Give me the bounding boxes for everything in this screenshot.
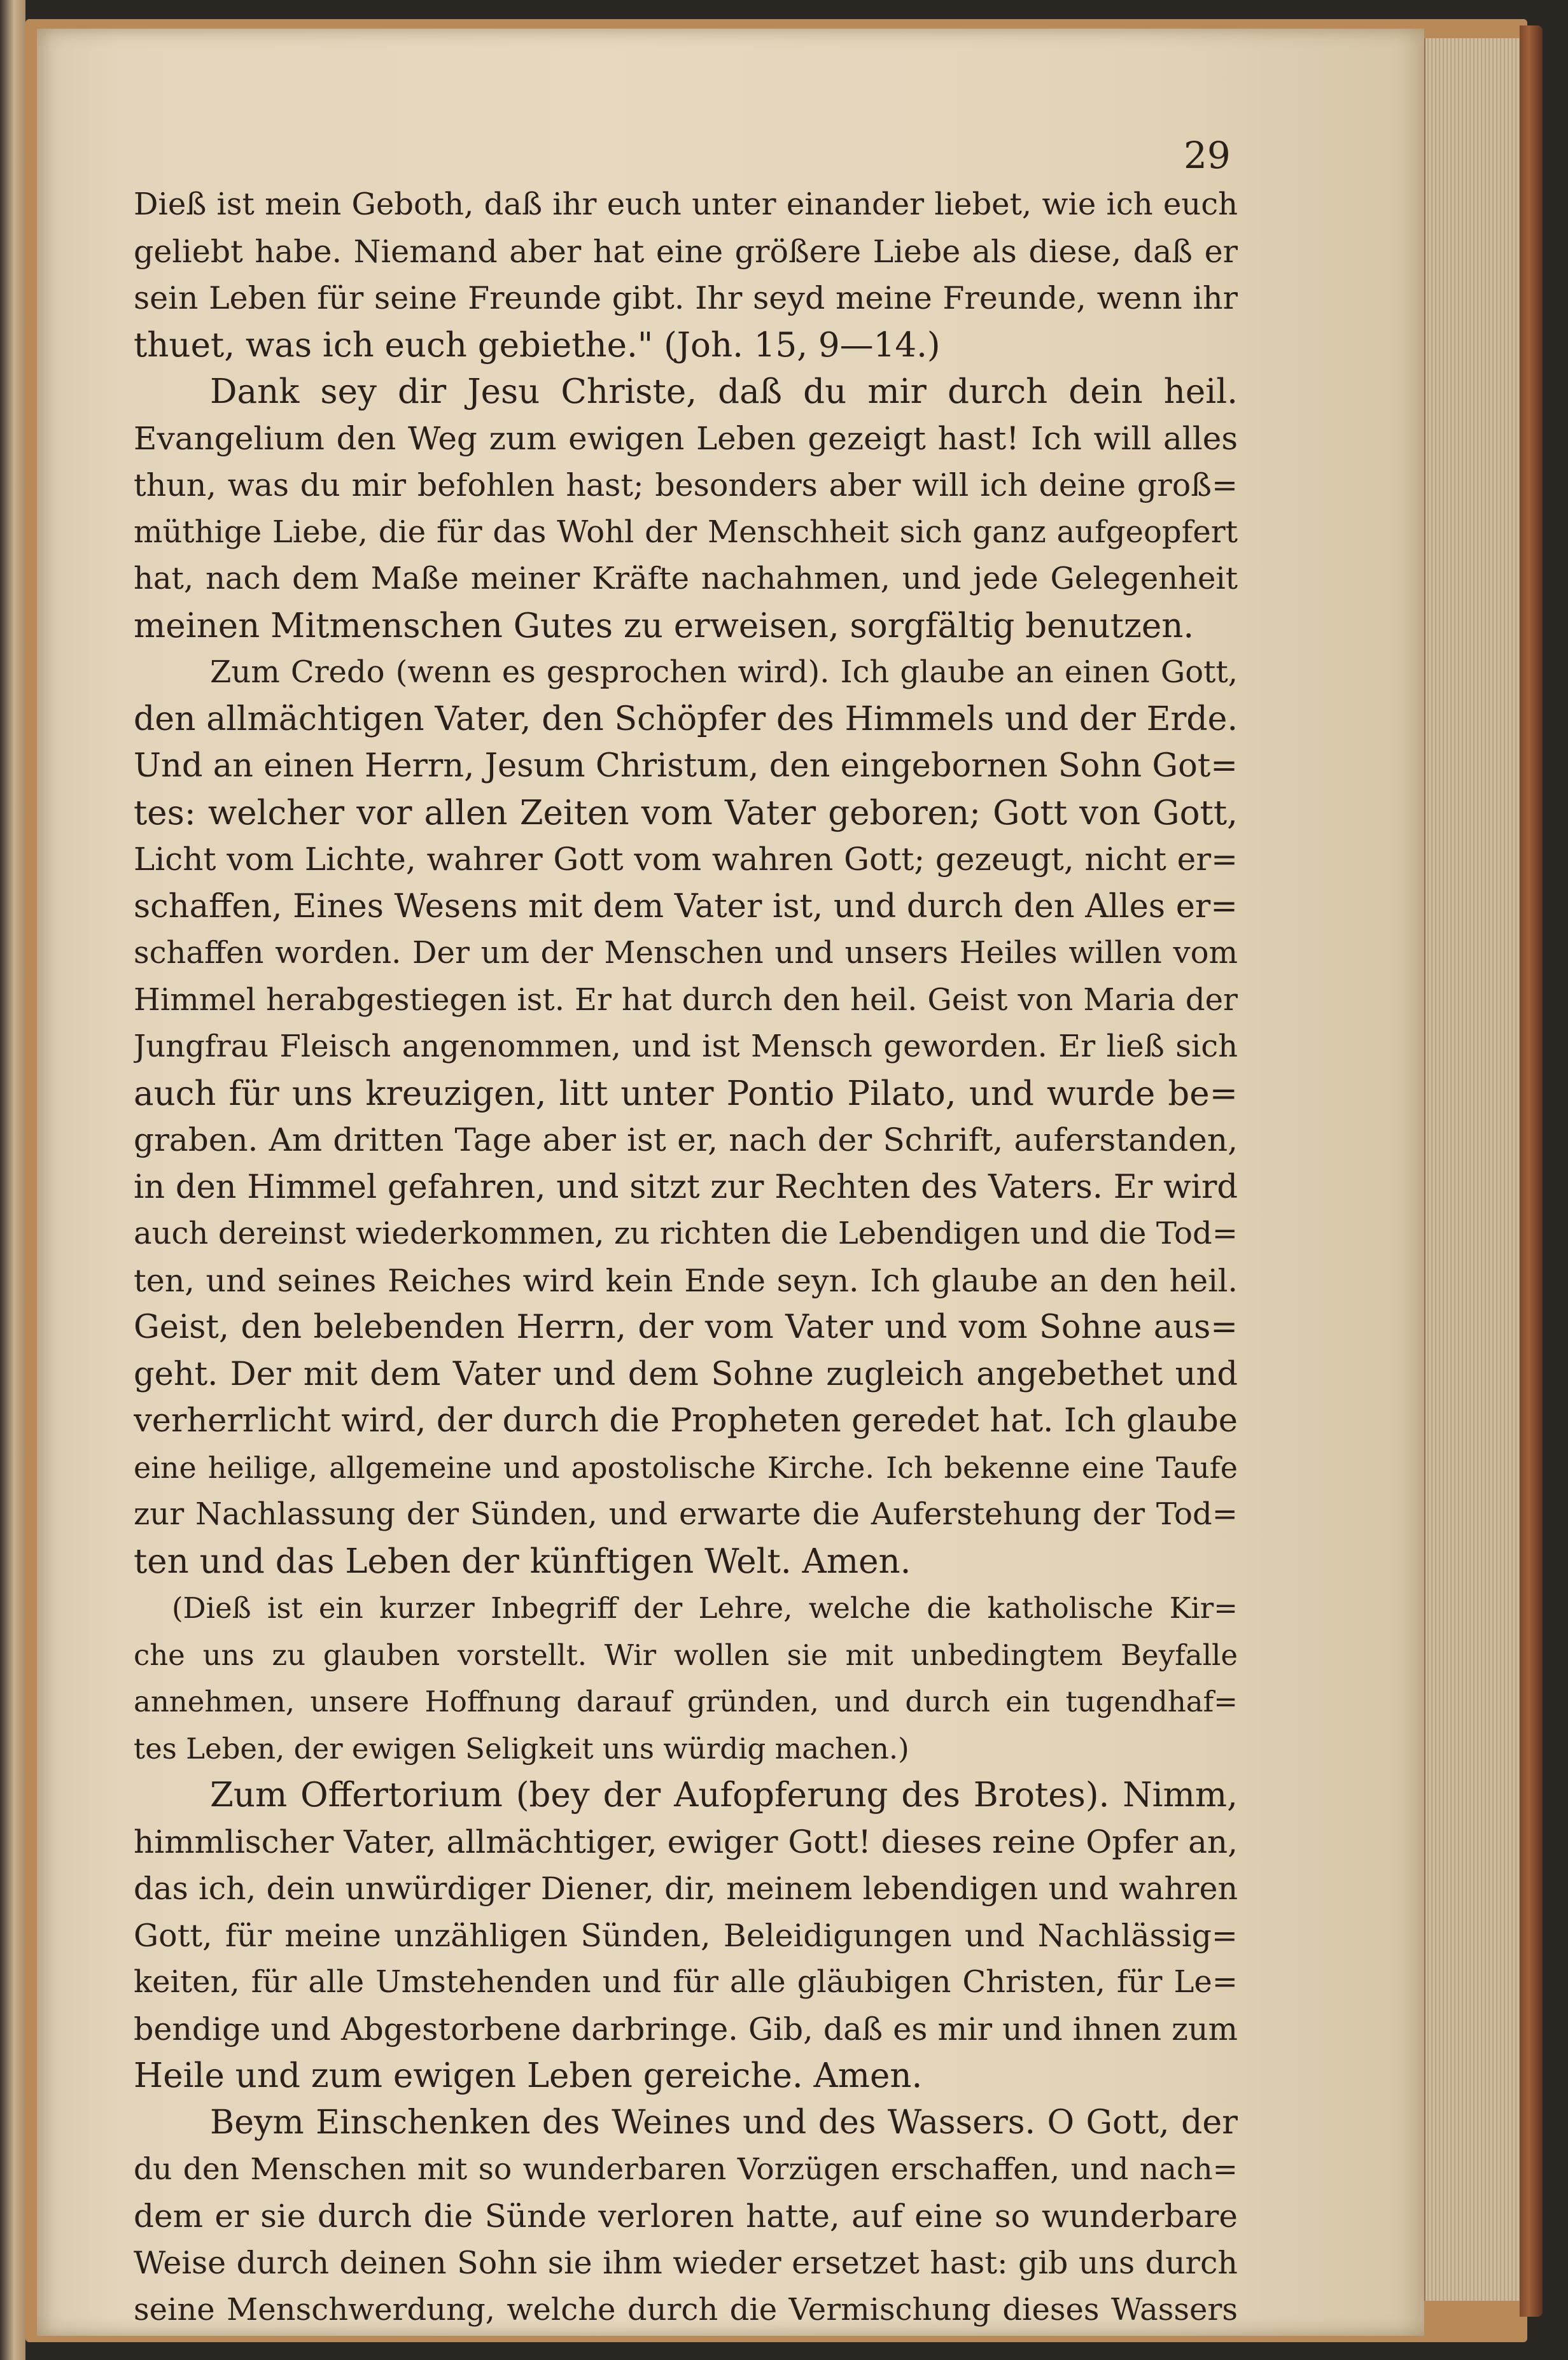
text-line: hat, nach dem Maße meiner Kräfte nachahmen, und jede Gelegenheit bbox=[134, 561, 1238, 596]
text-line: thun, was du mir befohlen hast; besonders aber will ich deine groß= bbox=[134, 467, 1238, 503]
text-line: ten, und seines Reiches wird kein Ende seyn. Ich glaube an den heil. bbox=[134, 1262, 1238, 1299]
text-line: Dank sey dir Jesu Christe, daß du mir durch dein heil. bbox=[210, 372, 1238, 411]
text-line: (Dieß ist ein kurzer Inbegriff der Lehre, welche die katholische Kir= bbox=[172, 1591, 1238, 1625]
text-line: du den Menschen mit so wunderbaren Vorzügen erschaffen, und nach= bbox=[134, 2152, 1238, 2187]
text-line: geliebt habe. Niemand aber hat eine größere Liebe als diese, daß er bbox=[134, 233, 1238, 270]
text-line: Dieß ist mein Geboth, daß ihr euch unter einander liebet, wie ich euch bbox=[134, 186, 1238, 222]
adjacent-page-edge bbox=[0, 0, 25, 2360]
cover-spine-edge bbox=[1520, 25, 1543, 2317]
page-number: 29 bbox=[1184, 134, 1231, 177]
text-line: che uns zu glauben vorstellt. Wir wollen sie mit unbedingtem Beyfalle bbox=[134, 1638, 1238, 1672]
text-line: auch dereinst wiederkommen, zu richten die Lebendigen und die Tod= bbox=[134, 1216, 1238, 1251]
text-line: annehmen, unsere Hoffnung darauf gründen, und durch ein tugendhaf= bbox=[134, 1685, 1238, 1718]
text-line: Weise durch deinen Sohn sie ihm wieder ersetzet hast: gib uns durch bbox=[134, 2245, 1238, 2281]
page-text-block bbox=[134, 181, 1238, 2333]
text-line: Gott, für meine unzähligen Sünden, Beleidigungen und Nachlässig= bbox=[134, 1917, 1238, 1954]
text-line: schaffen worden. Der um der Menschen und unsers Heiles willen vom bbox=[134, 935, 1238, 971]
text-line: Geist, den belebenden Herrn, der vom Vater und vom Sohne aus= bbox=[134, 1309, 1238, 1346]
text-line: Und an einen Herrn, Jesum Christum, den eingebornen Sohn Got= bbox=[134, 747, 1238, 785]
bracketed-note bbox=[134, 1585, 1238, 1772]
text-line: Zum Offertorium (bey der Aufopferung des Brotes). Nimm, bbox=[210, 1776, 1238, 1815]
text-line: Himmel herabgestiegen ist. Er hat durch den heil. Geist von Maria der bbox=[134, 981, 1238, 1018]
text-line: keiten, für alle Umstehenden und für alle gläubigen Christen, für Le= bbox=[134, 1964, 1238, 2000]
page-stack-edges bbox=[1424, 38, 1521, 2301]
text-line: Jungfrau Fleisch angenommen, und ist Mensch geworden. Er ließ sich bbox=[134, 1029, 1238, 1064]
text-line: sein Leben für seine Freunde gibt. Ihr seyd meine Freunde, wenn ihr bbox=[134, 280, 1238, 316]
text-line: eine heilige, allgemeine und apostolische Kirche. Ich bekenne eine Taufe bbox=[134, 1450, 1238, 1485]
text-line: müthige Liebe, die für das Wohl der Menschheit sich ganz aufgeopfert bbox=[134, 514, 1238, 550]
text-line: dem er sie durch die Sünde verloren hatte, auf eine so wunderbare bbox=[134, 2197, 1238, 2235]
text-line: Licht vom Lichte, wahrer Gott vom wahren Gott; gezeugt, nicht er= bbox=[134, 841, 1238, 878]
text-line: schaffen, Eines Wesens mit dem Vater ist, und durch den Alles er= bbox=[134, 887, 1238, 925]
text-line: geht. Der mit dem Vater und dem Sohne zugleich angebethet und bbox=[134, 1355, 1238, 1393]
text-line: ten und das Leben der künftigen Welt. Amen. bbox=[134, 1542, 911, 1581]
text-line: das ich, dein unwürdiger Diener, dir, meinem lebendigen und wahren bbox=[134, 1871, 1238, 1907]
text-line: meinen Mitmenschen Gutes zu erweisen, sorgfältig benutzen. bbox=[134, 606, 1194, 645]
text-line: Beym Einschenken des Weines und des Wassers. O Gott, der bbox=[210, 2103, 1238, 2142]
text-line: tes Leben, der ewigen Seligkeit uns würdig machen.) bbox=[134, 1731, 909, 1766]
text-line: auch für uns kreuzigen, litt unter Pontio Pilato, und wurde be= bbox=[134, 1074, 1238, 1113]
text-line: in den Himmel gefahren, und sitzt zur Rechten des Vaters. Er wird bbox=[134, 1168, 1238, 1206]
text-line: den allmächtigen Vater, den Schöpfer des Himmels und der Erde. bbox=[134, 699, 1238, 738]
text-line: Zum Credo (wenn es gesprochen wird). Ich glaube an einen Gott, bbox=[210, 654, 1238, 690]
text-line: verherrlicht wird, der durch die Propheten geredet hat. Ich glaube bbox=[134, 1402, 1238, 1440]
text-line: bendige und Abgestorbene darbringe. Gib, daß es mir und ihnen zum bbox=[134, 2011, 1238, 2047]
text-line: Evangelium den Weg zum ewigen Leben gezeigt hast! Ich will alles bbox=[134, 419, 1238, 457]
text-line: thuet, was ich euch gebiethe." (Joh. 15, 9—14.) bbox=[134, 325, 941, 365]
text-line: tes: welcher vor allen Zeiten vom Vater geboren; Gott von Gott, bbox=[134, 793, 1238, 832]
text-line: himmlischer Vater, allmächtiger, ewiger Gott! dieses reine Opfer an, bbox=[134, 1823, 1238, 1860]
text-line: zur Nachlassung der Sünden, und erwarte die Auferstehung der Tod= bbox=[134, 1496, 1238, 1532]
text-line: Heile und zum ewigen Leben gereiche. Amen. bbox=[134, 2056, 923, 2095]
text-line: seine Menschwerdung, welche durch die Vermischung dieses Wassers bbox=[134, 2291, 1238, 2328]
text-line: graben. Am dritten Tage aber ist er, nach der Schrift, auferstanden, bbox=[134, 1121, 1238, 1158]
